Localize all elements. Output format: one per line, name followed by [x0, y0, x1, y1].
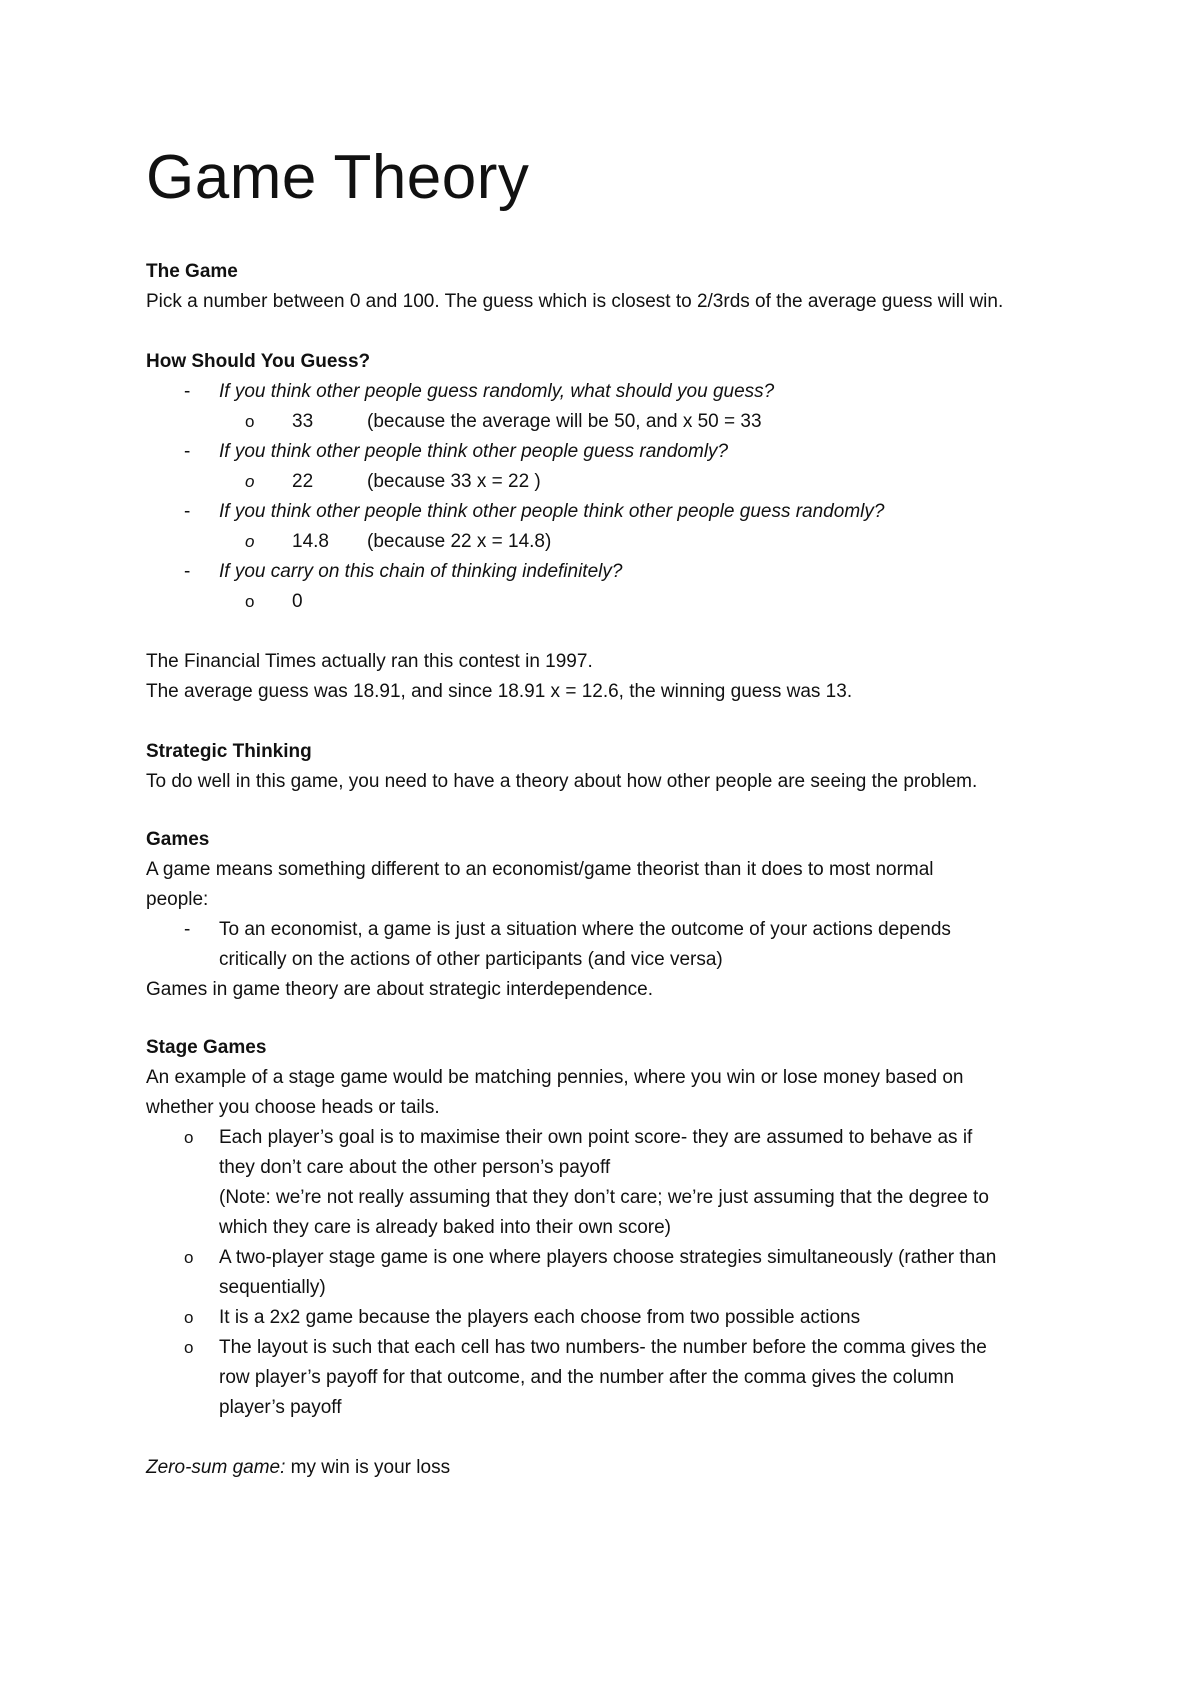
explanation-2: (because 33 x = 22 ): [367, 471, 541, 492]
zero-sum-text: my win is your loss: [285, 1457, 451, 1478]
strategic-text: To do well in this game, you need to have a theory about how other people are seeing the problem.: [146, 771, 978, 792]
stage-point-1-line-2: they don’t care about the other person’s payoff: [219, 1157, 611, 1178]
games-text-line-1: A game means something different to an economist/game theorist than it does to most normal: [146, 859, 934, 880]
explanation-1: (because the average will be 50, and x 50 = 33: [367, 411, 762, 432]
games-text-line-2: people:: [146, 889, 209, 910]
dash-bullet: -: [184, 561, 191, 582]
stage-point-1-line-4: which they care is already baked into their own score): [219, 1217, 672, 1238]
question-3: If you think other people think other people think other people guess randomly?: [219, 501, 885, 522]
explanation-3: (because 22 x = 14.8): [367, 531, 552, 552]
section-heading-stage-games: Stage Games: [146, 1037, 267, 1058]
stage-point-4-line-3: player’s payoff: [219, 1397, 342, 1418]
stage-point-1-line-3: (Note: we’re not really assuming that they don’t care; we’re just assuming that the degree to: [219, 1187, 989, 1208]
section-heading-how-should-you-guess: How Should You Guess?: [146, 351, 371, 372]
question-2: If you think other people think other people guess randomly?: [219, 441, 729, 462]
stage-point-1-line-1: Each player’s goal is to maximise their own point score- they are assumed to behave as if: [219, 1127, 973, 1148]
sub-bullet: o: [245, 592, 255, 611]
stage-point-2-line-2: sequentially): [219, 1277, 326, 1298]
dash-bullet: -: [184, 501, 191, 522]
zero-sum-term: Zero-sum game:: [146, 1457, 286, 1478]
ft-line-1: The Financial Times actually ran this contest in 1997.: [146, 651, 593, 672]
sub-bullet: o: [184, 1308, 194, 1327]
sub-bullet: o: [184, 1338, 194, 1357]
zero-sum-line: [146, 1456, 450, 1480]
sub-bullet: o: [184, 1248, 194, 1267]
sub-bullet: o: [184, 1128, 194, 1147]
section-heading-the-game: The Game: [146, 261, 238, 282]
stage-intro-line-1: An example of a stage game would be matching pennies, where you win or lose money based on: [146, 1067, 964, 1088]
games-point-line-1: To an economist, a game is just a situation where the outcome of your actions depends: [219, 919, 951, 940]
dash-bullet: -: [184, 919, 191, 940]
page-title: Game Theory: [146, 143, 530, 212]
ft-line-2: The average guess was 18.91, and since 18.91 x = 12.6, the winning guess was 13.: [146, 681, 853, 702]
dash-bullet: -: [184, 441, 191, 462]
answer-3: 14.8: [292, 531, 329, 552]
stage-point-4-line-2: row player’s payoff for that outcome, and the number after the comma gives the column: [219, 1367, 955, 1388]
answer-2: 22: [292, 471, 314, 492]
stage-intro-line-2: whether you choose heads or tails.: [146, 1097, 440, 1118]
stage-point-3-line-1: It is a 2x2 game because the players each choose from two possible actions: [219, 1307, 861, 1328]
sub-bullet: o: [245, 472, 255, 491]
sub-bullet: o: [245, 532, 255, 551]
games-closing: Games in game theory are about strategic interdependence.: [146, 979, 653, 1000]
dash-bullet: -: [184, 381, 191, 402]
question-4: If you carry on this chain of thinking indefinitely?: [219, 561, 623, 582]
stage-point-4-line-1: The layout is such that each cell has two numbers- the number before the comma gives the: [219, 1337, 987, 1358]
games-point-line-2: critically on the actions of other participants (and vice versa): [219, 949, 723, 970]
stage-point-2-line-1: A two-player stage game is one where players choose strategies simultaneously (rather than: [219, 1247, 997, 1268]
answer-1: 33: [292, 411, 314, 432]
section-heading-games: Games: [146, 829, 210, 850]
game-description: Pick a number between 0 and 100. The guess which is closest to 2/3rds of the average guess will win.: [146, 291, 1004, 312]
question-1: If you think other people guess randomly, what should you guess?: [219, 381, 775, 402]
section-heading-strategic-thinking: Strategic Thinking: [146, 741, 312, 762]
sub-bullet: o: [245, 412, 255, 431]
answer-4: 0: [292, 591, 303, 612]
